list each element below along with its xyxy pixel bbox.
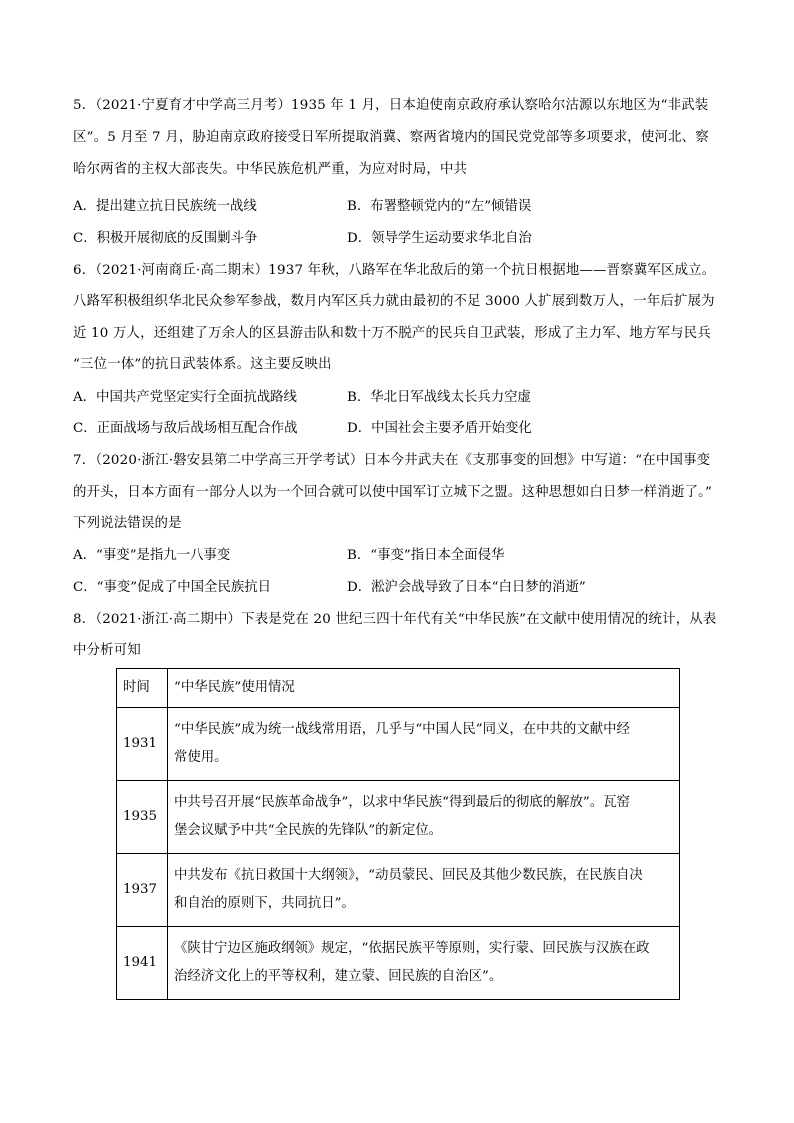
- usage-statistics-table: [116, 668, 680, 1000]
- q6-stem-line-1: 6．（2021·河南商丘·高二期末）1937 年秋，八路军在华北敌后的第一个抗日根据地——晋察冀军区成立。: [73, 263, 716, 278]
- usage-line: 《陕甘宁边区施政纲领》规定，“依据民族平等原则，实行蒙、回民族与汉族在政: [174, 941, 650, 956]
- table-row: [117, 781, 680, 854]
- q5-option-a: A．提出建立抗日民族统一战线: [73, 199, 257, 214]
- q7-option-a: A．“事变”是指九一八事变: [73, 548, 231, 563]
- usage-line: “中华民族”成为统一战线常用语，几乎与“中国人民”同义，在中共的文献中经: [174, 722, 630, 737]
- q6-option-d: D．中国社会主要矛盾开始变化: [347, 421, 532, 436]
- q6-stem-line-4: “三位一体”的抗日武装体系。这主要反映出: [73, 357, 332, 372]
- q6-option-c: C．正面战场与敌后战场相互配合作战: [73, 421, 298, 436]
- table-header-row: [117, 669, 680, 708]
- q5-stem-line-1: 5．（2021·宁夏育才中学高三月考）1935 年 1 月，日本迫使南京政府承认察哈尔沽源以东地区为“非武装: [73, 98, 709, 113]
- q6-stem-line-3: 近 10 万人，还组建了万余人的区县游击队和数十万不脱产的民兵自卫武装，形成了主力军、地方军与民兵: [73, 326, 711, 341]
- year-cell: 1931: [117, 708, 168, 781]
- q5-option-b: B．布署整顿党内的“左”倾错误: [347, 199, 532, 214]
- q8-stem-line-2: 中分析可知: [73, 643, 141, 658]
- usage-line: 中共号召开展“民族革命战争”，以求中华民族“得到最后的彻底的解放”。瓦窑: [174, 795, 630, 810]
- year-cell: 1935: [117, 781, 168, 854]
- table-row: [117, 854, 680, 927]
- q6-option-b: B．华北日军战线太长兵力空虚: [347, 390, 531, 405]
- q7-option-d: D．淞沪会战导致了日本“白日梦的消逝”: [347, 580, 586, 595]
- usage-cell: [168, 781, 680, 854]
- q7-stem-line-1: 7．（2020·浙江·磐安县第二中学高三开学考试）日本今井武夫在《支那事变的回想》中写道：“在中国事变: [73, 453, 711, 468]
- q6-option-a: A．中国共产党坚定实行全面抗战路线: [73, 390, 297, 405]
- usage-line: 中共发布《抗日救国十大纲领》，“动员蒙民、回民及其他少数民族，在民族自决: [174, 868, 643, 883]
- header-cell-time: 时间: [117, 669, 168, 708]
- q7-stem-line-3: 下列说法错误的是: [73, 516, 182, 531]
- year-cell: 1941: [117, 927, 168, 1000]
- q7-option-c: C．“事变”促成了中国全民族抗日: [73, 580, 272, 595]
- usage-cell: [168, 927, 680, 1000]
- q5-option-d: D．领导学生运动要求华北自治: [347, 231, 532, 246]
- q7-option-b: B．“事变”指日本全面侵华: [347, 548, 505, 563]
- usage-line: 常使用。: [174, 750, 228, 765]
- usage-line: 堡会议赋予中共“全民族的先锋队”的新定位。: [174, 823, 443, 838]
- usage-cell: [168, 708, 680, 781]
- q8-stem-line-1: 8．（2021·浙江·高二期中）下表是党在 20 世纪三四十年代有关“中华民族”在文献中使用情况的统计，从表: [73, 612, 717, 627]
- usage-line: 治经济文化上的平等权利，建立蒙、回民族的自治区”。: [174, 969, 503, 984]
- header-cell-usage: “中华民族”使用情况: [168, 669, 680, 708]
- q6-stem-line-2: 八路军积极组织华北民众参军参战，数月内军区兵力就由最初的不足 3000 人扩展到数万人，一年后扩展为: [73, 294, 715, 309]
- q5-option-c: C．积极开展彻底的反围剿斗争: [73, 231, 258, 246]
- table-row: [117, 708, 680, 781]
- table-row: [117, 927, 680, 1000]
- q7-stem-line-2: 的开头，日本方面有一部分人以为一个回合就可以使中国军订立城下之盟。这种思想如白日梦一样消逝了。”: [73, 485, 713, 500]
- usage-cell: [168, 854, 680, 927]
- q5-stem-line-2: 区”。5 月至 7 月，胁迫南京政府接受日军所提取消冀、察两省境内的国民党党部等多项要求，使河北、察: [73, 130, 709, 145]
- usage-line: 和自治的原则下，共同抗日”。: [174, 896, 355, 911]
- q5-stem-line-3: 哈尔两省的主权大部丧失。中华民族危机严重，为应对时局，中共: [73, 162, 468, 177]
- year-cell: 1937: [117, 854, 168, 927]
